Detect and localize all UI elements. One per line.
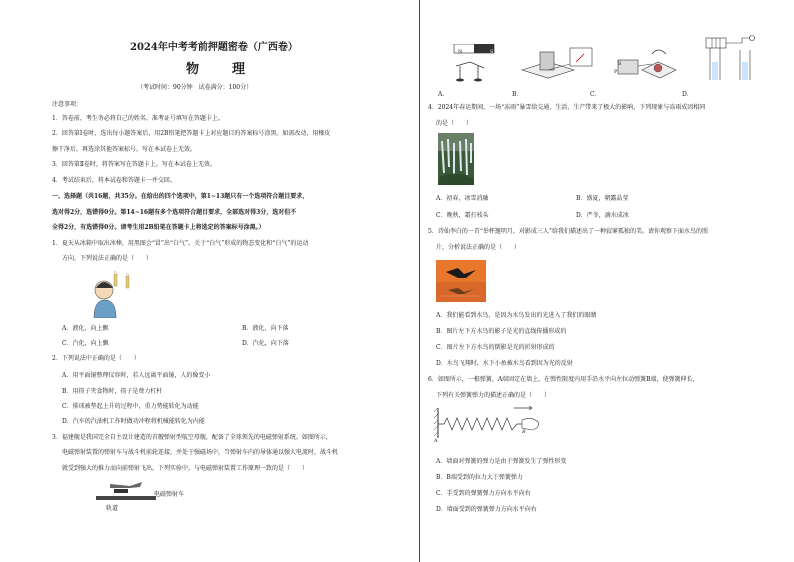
section-instructions: 选对得2分，选错得0分。第14~16题有多个选项符合题目要求，全部选对得3分，选对但不: [52, 209, 297, 216]
question-1-figure: [92, 268, 140, 318]
spring-end-b-label: B: [522, 429, 526, 435]
question-3-stem: 3．福建舰是我国完全自主设计建造的首艘弹射型航空母舰，配备了全球领先的电磁弹射系统。如图所示，: [52, 434, 332, 441]
option-b: B．液化，向下落: [242, 325, 289, 332]
notice-item: 3．回答第Ⅱ卷时，将答案写在答题卡上。写在本试卷上无效。: [52, 161, 216, 168]
option-d: D．汽化，向下落: [242, 340, 289, 347]
option-d: D．汽车的汽油机工作时做功冲程将机械能转化为内能: [62, 418, 205, 425]
question-3-stem: 就受到强大的推力而向前弹射飞出。下列实验中，与电磁弹射装置工作原理一致的是（ ）: [62, 465, 309, 472]
notice-item: 擦干净后，再选涂其他答案标号。写在本试卷上无效。: [52, 146, 197, 153]
section-instructions: 一、选择题（共16题，共35分。在给出的四个选项中，第1~13题只有一个选项符合题目要求，: [52, 193, 309, 200]
option-c: C．排球被垫起上升的过程中，重力势能转化为动能: [62, 403, 199, 410]
option-a: A．用平面镜整理仪容时，若人远离平面镜，人的像变小: [62, 372, 211, 379]
question-6-stem: 6．如图所示，一根弹簧，A端固定在墙上，在弹性限度内用手沿水平向左拉动弹簧B端，使弹簧伸长，: [428, 376, 699, 383]
option-a: A．液化，向上飘: [62, 325, 109, 332]
option-d-figure: [698, 30, 762, 90]
option-c-figure: [612, 40, 692, 88]
option-a-label: A．: [438, 91, 449, 98]
option-d: D．严冬，滴水成冰: [576, 212, 629, 219]
figure-label-car: 电磁弹射车: [154, 491, 185, 498]
notice-item: 1．答卷前，考生务必将自己的姓名、准考证号填写在答题卡上。: [52, 115, 224, 122]
option-c-label-s: S: [618, 61, 622, 67]
option-c-label: C．: [590, 91, 601, 98]
question-4-stem: 的是（ ）: [436, 120, 473, 127]
option-c: C．图片左下方水鸟的倒影是光的折射形成的: [436, 344, 555, 351]
option-c: C．手受到的弹簧弹力方向水平向右: [436, 490, 531, 497]
question-4-stem: 4．2024年春运期间，一场“冻雨”暴雪给交通、生活、生产带来了极大的影响，下列现象与冻雨成因相同: [428, 104, 706, 111]
option-b: B．用筷子夹食物时，筷子是费力杠杆: [62, 388, 163, 395]
option-a: A．墙面对弹簧的弹力是由于弹簧发生了弹性形变: [436, 458, 567, 465]
exam-title: 2024年中考考前押题密卷（广西卷）: [130, 42, 298, 53]
magnet-s-label: S: [490, 49, 494, 55]
notice-item: 4．考试结束后，将本试卷和答题卡一并交回。: [52, 177, 176, 184]
right-column: [420, 0, 794, 562]
spring-end-a-label: A: [434, 438, 438, 444]
notice-item: 2．回答第Ⅰ卷时，选出每小题答案后，用2B铅笔把答题卡上对应题目的答案标号涂黑。如需改动，用橡皮: [52, 130, 331, 137]
option-b: B．盛夏，朝露晶莹: [576, 195, 629, 202]
option-c: C．汽化，向上飘: [62, 340, 109, 347]
question-1-stem: 方向，下列说法正确的是（ ）: [62, 255, 153, 262]
question-5-photo: [436, 260, 486, 302]
option-d: D．水鸟飞翔时，水下小鱼被水鸟看到因为光的反射: [436, 360, 573, 367]
question-5-stem: 5．诗仙李白的一首“举杯邀明月，对影成三人”给我们描述出了一种寂寥孤独的美。请你观察下面水鸟的照: [428, 228, 708, 235]
figure-label-track: 轨道: [106, 505, 119, 512]
option-c-label-p: P: [614, 69, 618, 75]
option-b: B．B端受到的拉力大于弹簧弹力: [436, 474, 523, 481]
question-1-stem: 1．夏天从冰箱中取出冰棒，用黑图会“冒”出“白气”。关于“白气”形成的物态变化和“白气”的运动: [52, 240, 309, 247]
option-a: A．初春，冰雪消融: [436, 195, 489, 202]
option-d: D．墙面受到的弹簧弹力方向水平向右: [436, 506, 537, 513]
notice-heading: 注意事项：: [52, 101, 83, 108]
magnet-n-label: N: [458, 49, 463, 55]
question-6-figure: [434, 404, 544, 444]
option-c: C．晚秋，霜打枝头: [436, 212, 489, 219]
exam-info: （考试时间：90分钟 试卷满分：100分）: [137, 84, 253, 91]
question-5-stem: 片，分析说法正确的是（ ）: [436, 244, 521, 251]
subject-title: 物 理: [186, 62, 256, 77]
option-b: B．图片左下方水鸟的影子是光的直线传播形成的: [436, 328, 567, 335]
section-instructions: 全得2分，有选错得0分。请考生用2B铅笔在答题卡上将选定的答案标号涂黑。）: [52, 224, 265, 231]
option-d-label: D．: [682, 91, 693, 98]
question-4-photo: [438, 133, 474, 185]
option-b-label: B．: [512, 91, 523, 98]
option-a: A．我们能看到水鸟，是因为水鸟发出的光进入了我们的眼睛: [436, 312, 597, 319]
question-3-figure: [96, 478, 156, 508]
question-3-stem: 电磁弹射装置的弹射车与战斗机前轮连接，并处于强磁场中，当弹射车内的导体通以强大电流时，战斗机: [62, 449, 339, 456]
question-2-stem: 2．下列说法中正确的是（ ）: [52, 355, 140, 362]
question-6-stem: 下列有关弹簧弹力的描述正确的是（ ）: [436, 392, 551, 399]
option-b-figure: [518, 44, 608, 84]
